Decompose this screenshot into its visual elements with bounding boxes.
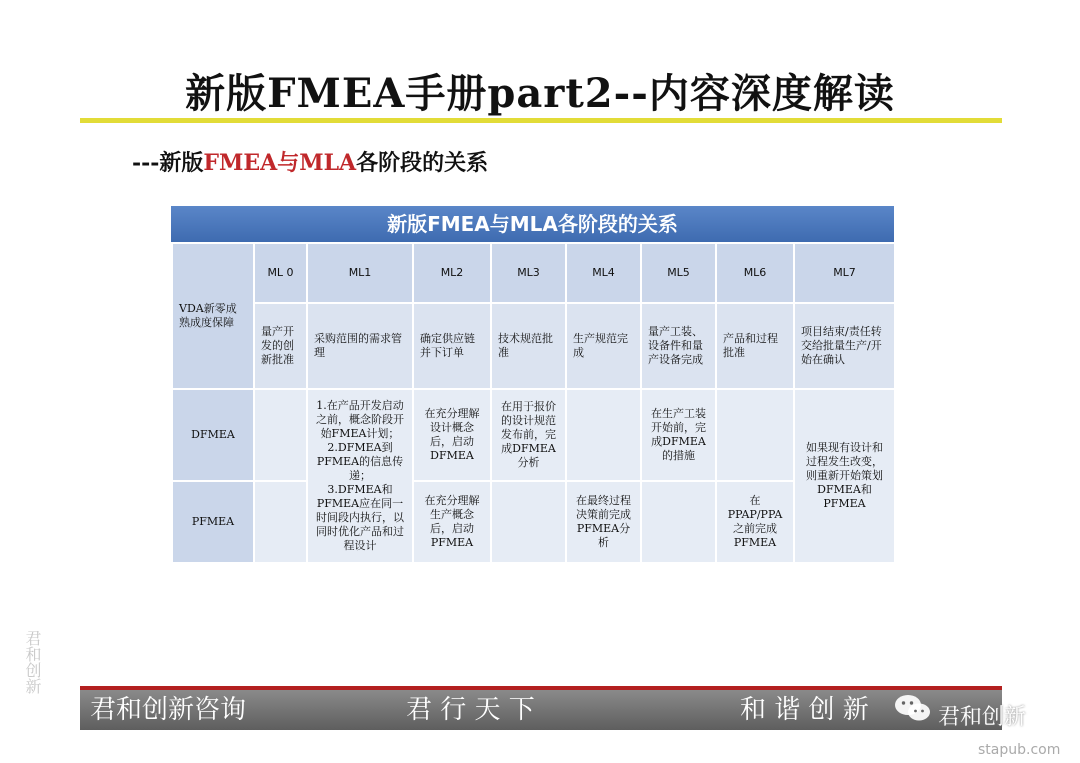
stage-cell: 生产规范完成 [566, 303, 641, 389]
ml-header: ML3 [491, 243, 566, 303]
empty-cell [491, 481, 566, 563]
ml-header: ML4 [566, 243, 641, 303]
fmea-mla-table [171, 242, 896, 564]
source-url: stapub.com [978, 742, 1061, 758]
ml1-merged-cell: 1.在产品开发启动之前，概念阶段开始FMEA计划； 2.DFMEA到PFMEA的信息传递； 3.DFMEA和PFMEA应在同一时间段内执行，以同时优化产品和过程设计 [307, 389, 413, 563]
side-watermark: 君和创新 [23, 630, 42, 694]
row-label-pfmea: PFMEA [172, 481, 254, 563]
ml-header: ML2 [413, 243, 491, 303]
table-banner: 新版FMEA与MLA各阶段的关系 [171, 206, 894, 242]
footer-band [80, 686, 1002, 730]
stage-cell: 产品和过程批准 [716, 303, 794, 389]
pfmea-ml4-cell: 在最终过程决策前完成PFMEA分析 [566, 481, 641, 563]
brand-watermark: 君和创新 [938, 705, 1027, 730]
dfmea-ml2-cell: 在充分理解设计概念后，启动DFMEA [413, 389, 491, 481]
stage-cell: 量产开发的创新批准 [254, 303, 307, 389]
wechat-icon [893, 692, 933, 724]
corner-label: VDA新零成熟成度保障 [172, 243, 254, 389]
dfmea-ml3-cell: 在用于报价的设计规范发布前，完成DFMEA分析 [491, 389, 566, 481]
footer-right-text: 和 谐 创 新 [740, 695, 869, 725]
stage-cell: 项目结束/责任转交给批量生产/开始在确认 [794, 303, 895, 389]
empty-cell [641, 481, 716, 563]
ml-header: ML 0 [254, 243, 307, 303]
empty-cell [254, 481, 307, 563]
ml-header: ML7 [794, 243, 895, 303]
ml7-merged-cell: 如果现有设计和过程发生改变，则重新开始策划DFMEA和PFMEA [794, 389, 895, 563]
pfmea-ml6-cell: 在PPAP/PPA之前完成PFMEA [716, 481, 794, 563]
stage-cell: 技术规范批准 [491, 303, 566, 389]
slide-title: 新版FMEA手册part2--内容深度解读 [185, 70, 895, 117]
empty-cell [254, 389, 307, 481]
row-label-dfmea: DFMEA [172, 389, 254, 481]
relationship-table [171, 206, 894, 564]
stage-cell: 采购范围的需求管理 [307, 303, 413, 389]
pfmea-ml2-cell: 在充分理解生产概念后，启动PFMEA [413, 481, 491, 563]
ml-header: ML6 [716, 243, 794, 303]
stage-cell: 确定供应链并下订单 [413, 303, 491, 389]
subtitle-suffix: 各阶段的关系 [356, 150, 489, 176]
title-underline [80, 118, 1002, 123]
ml-header: ML1 [307, 243, 413, 303]
dfmea-ml5-cell: 在生产工装开始前，完成DFMEA的措施 [641, 389, 716, 481]
ml-header: ML5 [641, 243, 716, 303]
empty-cell [716, 389, 794, 481]
subtitle-accent: FMEA与MLA [203, 150, 357, 176]
footer-center-text: 君 行 天 下 [406, 695, 535, 725]
subtitle-prefix: ---新版 [132, 150, 204, 176]
stage-cell: 量产工装、设备件和量产设备完成 [641, 303, 716, 389]
slide-subtitle [132, 146, 488, 177]
empty-cell [566, 389, 641, 481]
footer-left-text: 君和创新咨询 [90, 695, 247, 725]
